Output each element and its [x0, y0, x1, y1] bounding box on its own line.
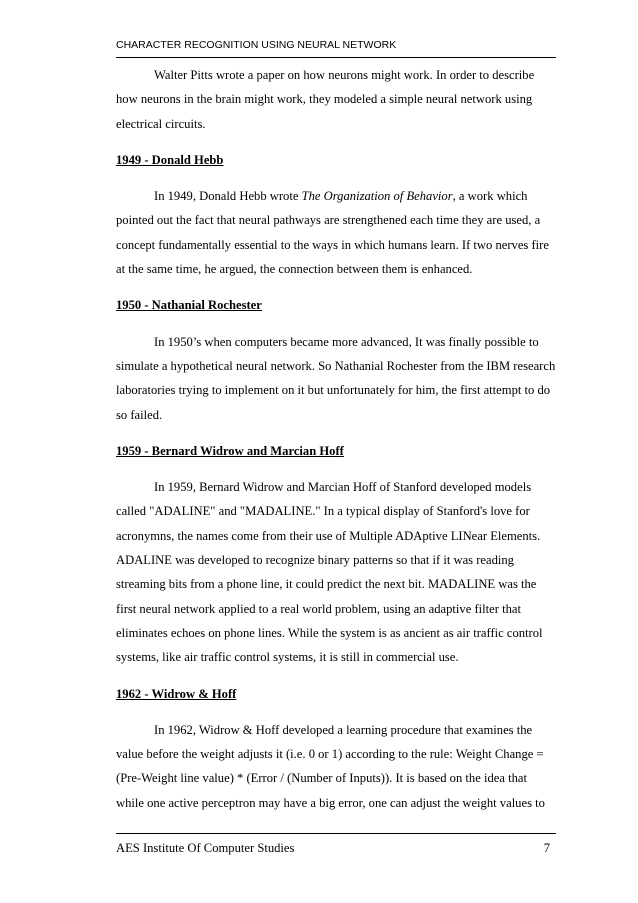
intro-paragraph: Walter Pitts wrote a paper on how neurons might work. In order to describe how neurons in the brain might work, they modeled a simple neural network using electrical circuits.: [116, 68, 535, 131]
spacer: [116, 136, 556, 148]
page-body: [116, 63, 556, 815]
book-title: The Organization of Behavior: [301, 189, 453, 204]
text-segment: , a work which pointed out the fact that neural pathways are strengthened each time they are used, a concept fundamentally essential to the ways in which humans learn. If two nerves fire at the same time, he argued, the connection between them is enhanced.: [116, 189, 549, 277]
section-paragraph-1949: [116, 184, 556, 281]
page-footer: [116, 840, 556, 856]
spacer: [116, 427, 556, 439]
section-heading-1962: 1962 - Widrow & Hoff: [116, 686, 237, 701]
footer-rule: [116, 833, 556, 834]
footer-institute: AES Institute Of Computer Studies: [116, 841, 295, 855]
spacer: [116, 463, 556, 475]
spacer: [116, 706, 556, 718]
section-paragraph-1962: In 1962, Widrow & Hoff developed a learning procedure that examines the value before the weight adjusts it (i.e. 0 or 1) according to the rule: Weight Change = (Pre-Weight line value) * (Error / (Number of Inputs)). It is based on the idea that while one active perceptron may have a big error, one can adjust the weight values to: [116, 722, 545, 810]
section-paragraph-1950: In 1950’s when computers became more advanced, It was finally possible to simulate a hypothetical neural network. So Nathanial Rochester from the IBM research laboratories trying to implement on it but unfortunately for him, the first attempt to do so failed.: [116, 334, 556, 422]
spacer: [116, 172, 556, 184]
text-segment: In 1949, Donald Hebb wrote: [154, 189, 302, 204]
header-rule: [116, 57, 556, 58]
section-paragraph-1959: In 1959, Bernard Widrow and Marcian Hoff of Stanford developed models called "ADALINE" and "MADALINE." In a typical display of Stanford's love for acronymns, the names come from their use of Multiple ADAptive LINear Elements. ADALINE was developed to recognize binary patterns so that if it was reading streaming bits from a phone line, it could predict the next bit. MADALINE was the first neural network applied to a real world problem, using an adaptive filter that eliminates echoes on phone lines. While the system is as ancient as air traffic control systems, like air traffic control systems, it is still in commercial use.: [116, 480, 543, 665]
spacer: [116, 318, 556, 330]
section-heading-1950: 1950 - Nathanial Rochester: [116, 298, 262, 313]
section-heading-1949: 1949 - Donald Hebb: [116, 152, 224, 167]
page-number: 7: [543, 841, 550, 855]
spacer: [116, 281, 556, 293]
page-header: CHARACTER RECOGNITION USING NEURAL NETWORK: [116, 39, 397, 51]
section-heading-1959: 1959 - Bernard Widrow and Marcian Hoff: [116, 443, 344, 458]
spacer: [116, 670, 556, 682]
